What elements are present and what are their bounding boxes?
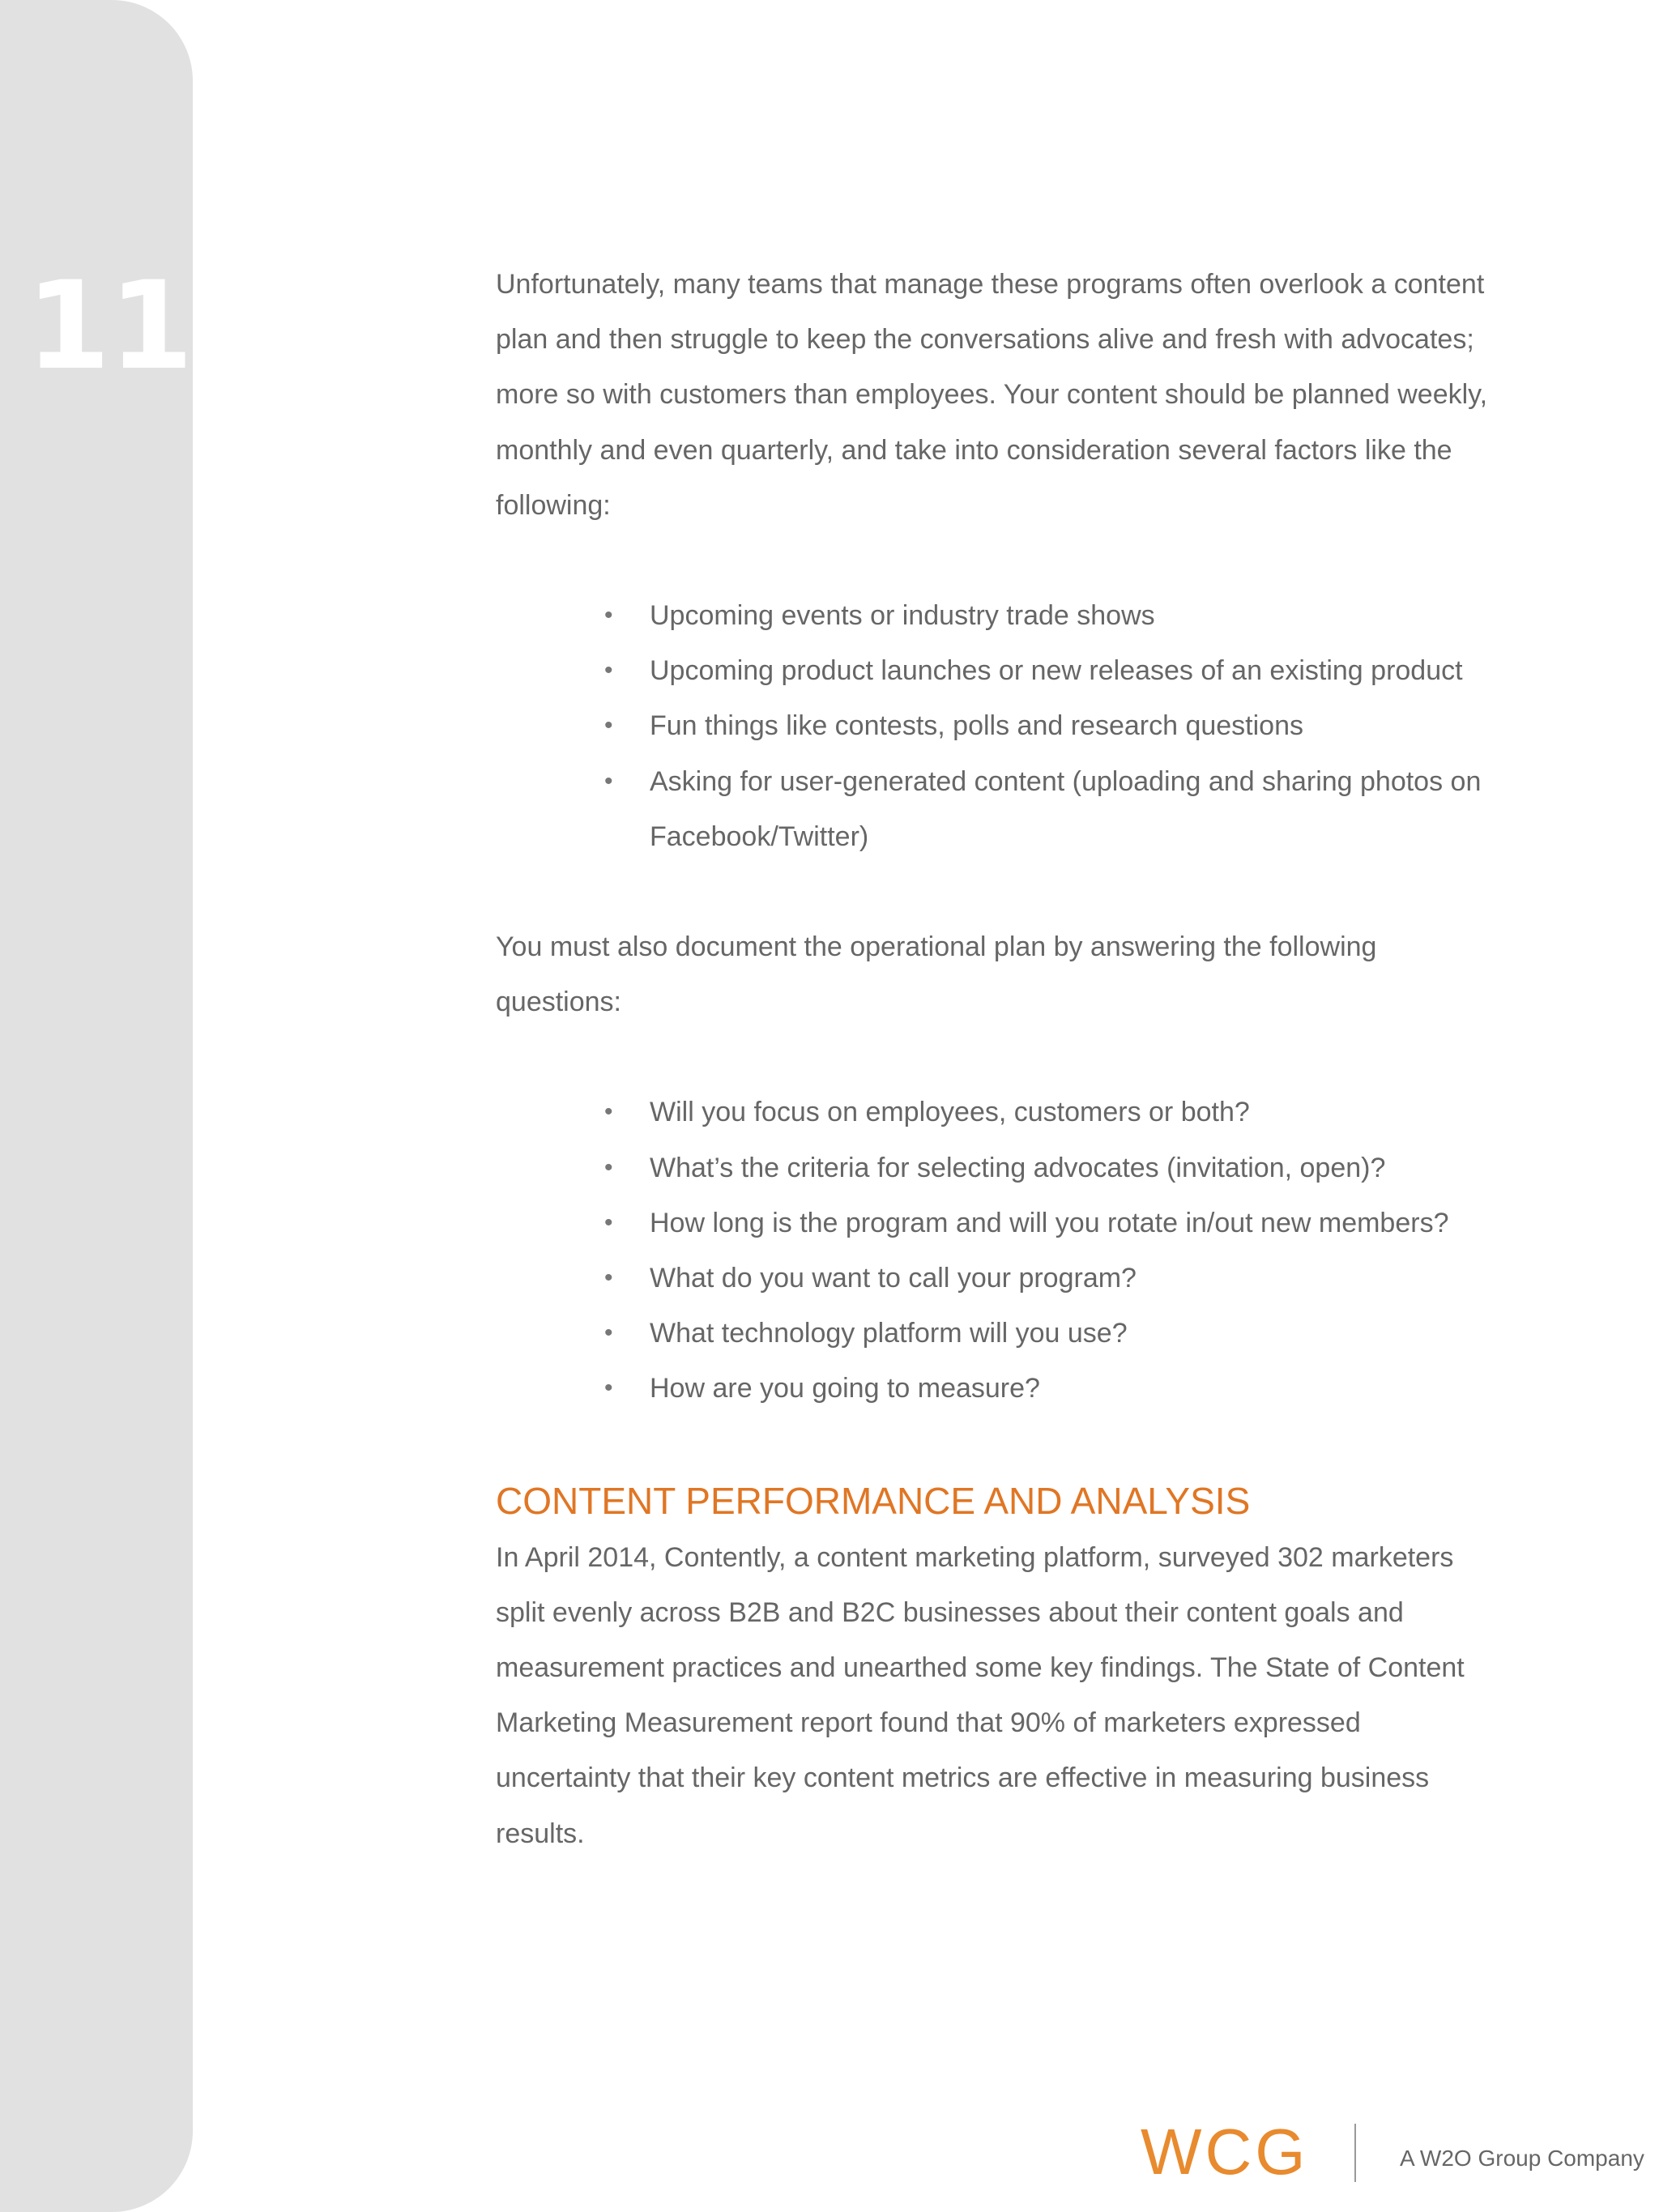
- list-item: • Will you focus on employees, customers or both?: [646, 1085, 1492, 1140]
- list-item: • What technology platform will you use?: [646, 1306, 1492, 1361]
- footer-tagline: A W2O Group Company: [1400, 2146, 1644, 2171]
- list-item: • What do you want to call your program?: [646, 1251, 1492, 1306]
- page-number: 11: [26, 256, 192, 397]
- list-item: • Upcoming events or industry trade shows: [646, 588, 1492, 643]
- side-band: [0, 0, 193, 2212]
- list-item: • How long is the program and will you rotate in/out new members?: [646, 1196, 1492, 1251]
- section-paragraph: In April 2014, Contently, a content marketing platform, surveyed 302 marketers split evenly across B2B and B2C businesses about their content goals and measurement practices and unearthed some key findings. The State of Content Marketing Measurement report found that 90% of marketers expressed uncertainty that their key content metrics are effective in measuring business results.: [496, 1541, 1465, 1849]
- wcg-logo: WCG: [1141, 2116, 1309, 2188]
- list-item: • Fun things like contests, polls and research questions: [646, 698, 1492, 753]
- footer-divider: [1354, 2124, 1356, 2182]
- content-factors-list: [496, 588, 1492, 864]
- operational-paragraph: You must also document the operational plan by answering the following questions:: [496, 931, 1377, 1018]
- list-item: • Asking for user-generated content (uploading and sharing photos on Facebook/Twitter): [646, 754, 1492, 864]
- operational-questions-list: [496, 1085, 1492, 1416]
- list-item: • What’s the criteria for selecting advocates (invitation, open)?: [646, 1140, 1492, 1196]
- section-heading: CONTENT PERFORMANCE AND ANALYSIS: [496, 1479, 1251, 1522]
- list-item: • Upcoming product launches or new releases of an existing product: [646, 643, 1492, 698]
- list-item: • How are you going to measure?: [646, 1361, 1492, 1416]
- intro-paragraph: Unfortunately, many teams that manage these programs often overlook a content plan and then struggle to keep the conversations alive and fresh with advocates; more so with customers than employees. Your content should be planned weekly, monthly and even quarterly, and take into consideration several factors like the following:: [496, 269, 1488, 521]
- main-content: [496, 257, 1492, 1861]
